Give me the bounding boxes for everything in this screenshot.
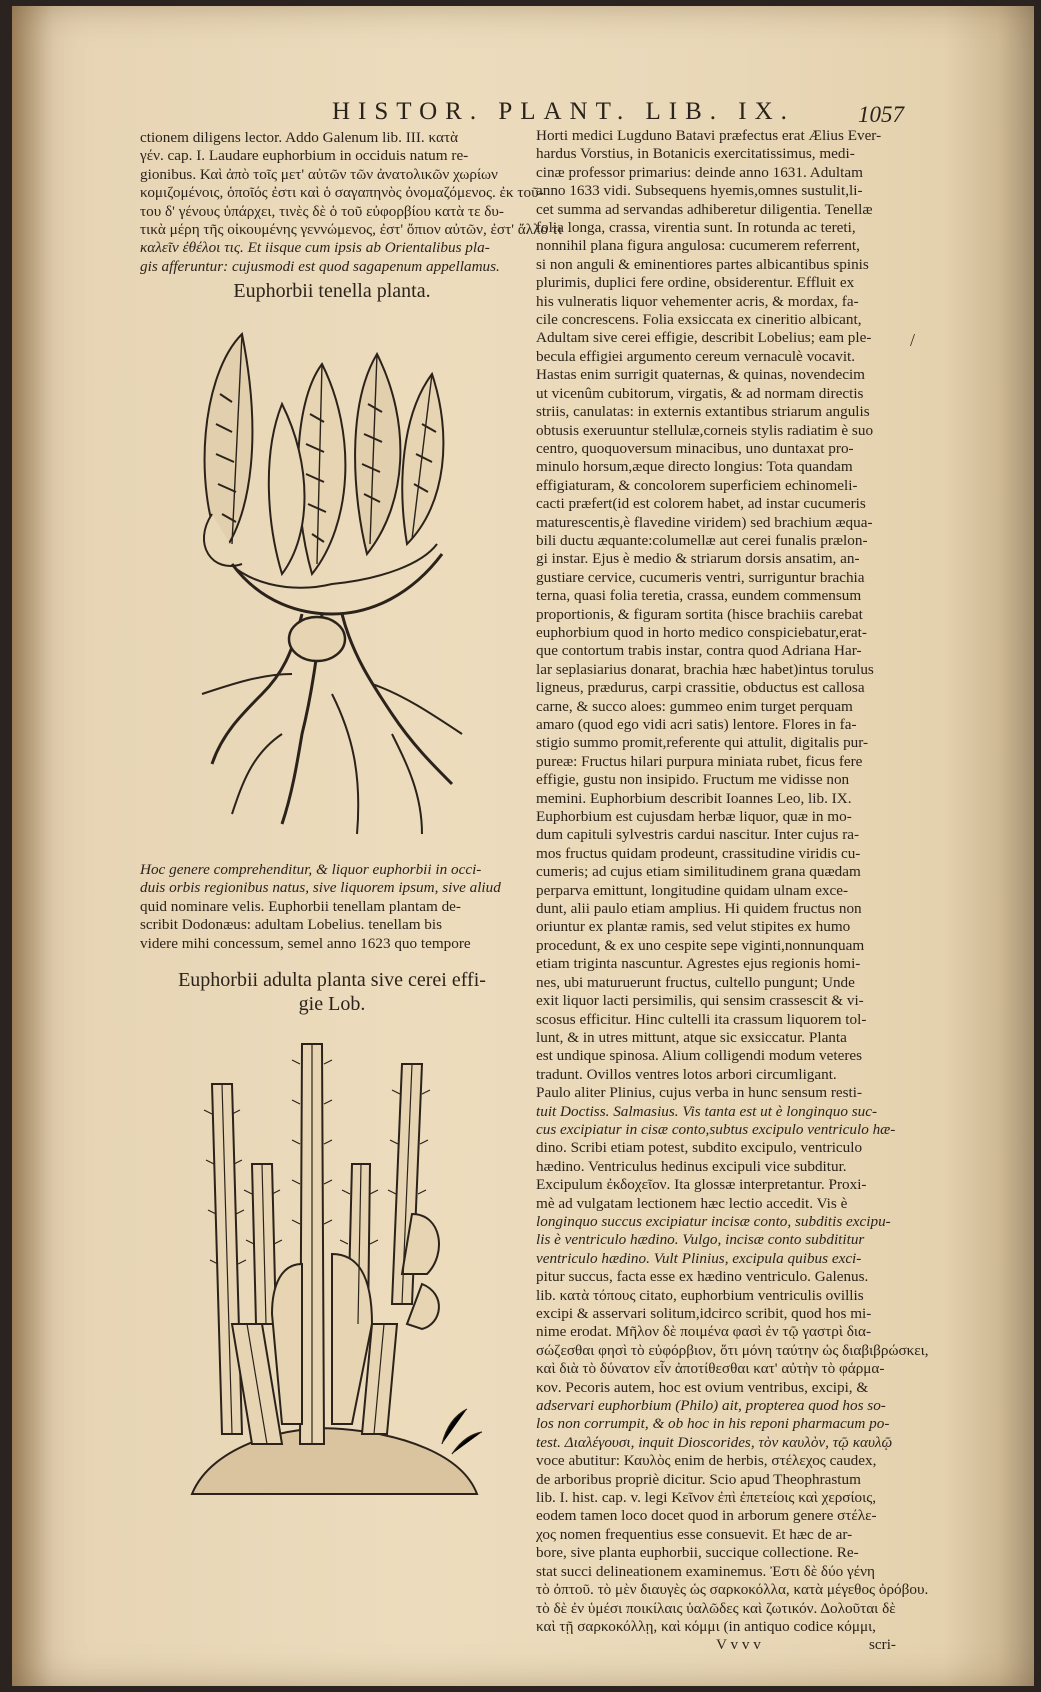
text-line: dino. Scribi etiam potest, subdito excipulo, ventriculo bbox=[536, 1139, 863, 1157]
text-line: que contortum trabis instar, contra quod Adriana Har- bbox=[536, 642, 862, 660]
text-line: Adultam sive cerei effigie, describit Lobelius; eam ple- bbox=[536, 329, 872, 347]
text-line: Hastas enim surrigit quaternas, & quinas, novendecim bbox=[536, 366, 865, 384]
woodcut-adult-cereus-euphorbia-illustration bbox=[172, 1024, 492, 1496]
text-line: bore, sive planta euphorbii, succique collectione. Re- bbox=[536, 1544, 859, 1562]
text-line: perparva emittunt, longitudine quidam ulnam exce- bbox=[536, 881, 849, 899]
text-line: effigiaturam, & concolorem superficiem echinomeli- bbox=[536, 476, 858, 494]
text-line: amaro (quod ego vidi acri satis) lentore. Flores in fa- bbox=[536, 716, 857, 733]
text-line: mè ad vulgatam lectionem hæc lectio accedit. Vis è bbox=[536, 1194, 848, 1212]
text-line: cus excipiatur in cisæ conto,subtus excipulo ventriculo hæ- bbox=[536, 1120, 896, 1138]
text-line: adservari euphorbium (Philo) ait, propterea quod hos so- bbox=[536, 1397, 886, 1415]
woodcut-young-euphorbia-illustration bbox=[182, 314, 482, 854]
text-line: striis, canulatas: in externis extantibus striarum angulis bbox=[536, 403, 870, 421]
text-line: σώζεσθαι φησὶ τὸ εὐφόρβιον, ὅτι μόνη ταύτην ὡς διαβιβρώσκει, bbox=[536, 1341, 929, 1359]
text-line: ctionem diligens lector. Addo Galenum lib. III. κατὰ bbox=[140, 129, 459, 146]
text-line: scribit Dodonæus: adultam Lobelius. tenellam bis bbox=[140, 916, 443, 934]
right-column-text bbox=[536, 127, 929, 1655]
text-line: dunt, alii paulo etiam amplius. Hi quidem fructus non bbox=[536, 900, 862, 918]
text-line: memini. Euphorbium describit Ioannes Leo, lib. IX. bbox=[536, 789, 852, 807]
text-line: etiam triginta nascuntur. Agrestes ejus regionis homi- bbox=[536, 955, 861, 973]
text-line: anno 1633 vidi. Subsequens hyemis,omnes sustulit,li- bbox=[536, 182, 863, 200]
text-line: maturescentis,è flavedine viridem) sed brachium æqua- bbox=[536, 513, 873, 531]
figure-caption-tenella: Euphorbii tenella planta. bbox=[233, 280, 431, 302]
text-line: cet summa ad servandas adhiberetur diligentia. Tenellæ bbox=[536, 200, 873, 218]
text-line: cacti præfert(id est colorem habet, ad instar cucumeris bbox=[536, 495, 866, 513]
text-line: stat succi delineationem examinemus. Ἐστι δὲ δύο γένη bbox=[536, 1562, 875, 1580]
text-line: stigio summo promit,referente qui attulit, digitalis pur- bbox=[536, 734, 869, 752]
text-line: hædino. Ventriculus hedinus excipuli vice subditur. bbox=[536, 1157, 847, 1175]
text-line: test. Διαλέγουσι, inquit Dioscorides, τὸν καυλὸν, τῷ καυλῷ bbox=[536, 1433, 893, 1451]
text-line: becula effigiei argumento cereum vernaculè vocavit. bbox=[536, 347, 856, 365]
text-line: procedunt, & ex uno cespite sepe viginti,nonnunquam bbox=[536, 936, 865, 954]
margin-pen-mark: / bbox=[910, 330, 916, 350]
text-line: nime erodat. Μῆλον δὲ ποιμένα φασὶ ἐν τῷ γαστρὶ δια- bbox=[536, 1323, 872, 1341]
text-line: του δ' γένους ὑπάρχει, τινὲς δὲ ὁ τοῦ εὐφορβίου κατὰ τε δυ- bbox=[140, 202, 504, 220]
text-line: γέν. cap. I. Laudare euphorbium in occiduis natum re- bbox=[140, 147, 469, 165]
signature-line bbox=[536, 1636, 900, 1654]
page-edge-shadow bbox=[944, 6, 1034, 1686]
text-line: τικὰ μέρη τῆς οἰκουμένης γεννώμενος, ἐστ' ὄπιον αὐτῶν, ἐστ' ἄλλο τι bbox=[140, 221, 563, 239]
book-page bbox=[12, 6, 1034, 1686]
text-line: exit liquor lacti persimilis, qui sensim crassescit & vi- bbox=[536, 992, 864, 1010]
text-line: καὶ διὰ τὸ δύνατον εἶν ἀποτίθεσθαι κατ' αὐτὴν τὸ φάρμα- bbox=[536, 1360, 885, 1378]
text-line: χος nomen frequentius esse consuevit. Et hæc de ar- bbox=[536, 1525, 853, 1543]
text-line: Excipulum ἐκδοχεῖον. Ita glossæ interpretantur. Proxi- bbox=[536, 1176, 867, 1194]
text-line: folia longa, crassa, virentia sunt. In rotunda ac tereti, bbox=[536, 219, 856, 237]
text-line: plurimis, duplici fere ordine, obsiderentur. Effluit ex bbox=[536, 274, 855, 292]
text-line: bili ductu æquante:columellæ aut cerei funalis prælon- bbox=[536, 531, 868, 549]
text-line: nonnihil plana figura angulosa: cucumerem referrent, bbox=[536, 237, 860, 255]
text-line: lar seplasiarius donarat, brachia hæc habet)intus torulus bbox=[536, 660, 874, 678]
text-line: de arboribus propriè dicitur. Scio apud Theophrastum bbox=[536, 1470, 861, 1488]
text-line: lib. I. hist. cap. v. legi Κεῖνον ἐπὶ ἐπετείοις καὶ χερσίοις, bbox=[536, 1489, 877, 1507]
text-line: terna, quasi folia teretia, crassa, eundem commensum bbox=[536, 587, 862, 605]
text-line: κον. Pecoris autem, hoc est ovium ventribus, excipi, & bbox=[536, 1378, 869, 1396]
text-line: τὸ ὀπτοῦ. τὸ μὲν διαυγὲς ὡς σαρκοκόλλα, κατὰ μέγεθος ὀρόβου. bbox=[536, 1581, 929, 1599]
text-line: gionibus. Καὶ ἀπὸ τοῖς μετ' αὐτῶν τῶν ἀνατολικῶν χωρίων bbox=[140, 165, 498, 183]
text-line: κομιζομένοις, ὁποῖός ἐστι καὶ ὁ σαγαπηνὸς ὀνομαζόμενος. ἐκ τοῦ- bbox=[140, 184, 544, 202]
text-line: voce abutitur: Καυλὸς enim de herbis, στέλεχος caudex, bbox=[536, 1452, 877, 1470]
text-line: effigie, gustu non insipido. Fructum me vidisse non bbox=[536, 771, 850, 789]
text-line: his vulneratis liquor vehementer acris, & mordax, fa- bbox=[536, 292, 859, 310]
text-line: hardus Vorstius, in Botanicis exercitatissimus, medi- bbox=[536, 145, 855, 163]
text-line: Paulo aliter Plinius, cujus verba in hunc sensum resti- bbox=[536, 1084, 863, 1102]
text-line: carne, & succo aloes: gummeo enim turget perquam bbox=[536, 697, 853, 715]
text-line: los non corrumpit, & ob hoc in his reponi pharmacum po- bbox=[536, 1415, 890, 1433]
text-line: gi instar. Ejus è medio & striarum dorsis ansatim, an- bbox=[536, 550, 860, 568]
text-line: gis afferuntur: cujusmodi est quod sagapenum appellamus. bbox=[140, 257, 500, 275]
text-line: euphorbium quod in horto medico conspiciebatur,erat- bbox=[536, 623, 867, 641]
text-line: ut vicenûm cubitorum, virgatis, & ad normam directis bbox=[536, 384, 864, 402]
text-line: cile concrescens. Folia exsiccata ex cineritio albicant, bbox=[536, 311, 862, 329]
text-line: ventriculo hædino. Vult Plinius, excipula quibus exci- bbox=[536, 1249, 862, 1267]
text-line: longinquo succus excipiatur incisæ conto, subditis excipu- bbox=[536, 1212, 891, 1230]
text-line: nes, ubi maturuerunt fructus, cultello pungunt; Unde bbox=[536, 973, 855, 991]
text-line: duis orbis regionibus natus, sive liquorem ipsum, sive aliud bbox=[140, 879, 501, 897]
text-line: lunt, & in utres mittunt, atque sic exsiccatur. Planta bbox=[536, 1028, 847, 1046]
text-line: lib. κατὰ τόπους citato, euphorbium ventriculis ovillis bbox=[536, 1286, 864, 1304]
text-line: si non anguli & eminentiores partes albicantibus spinis bbox=[536, 255, 869, 273]
text-line: tuit Doctiss. Salmasius. Vis tanta est ut è longinquo suc- bbox=[536, 1102, 878, 1120]
text-line: τὸ δὲ ἐν ὑμέσι ποικίλαις ὑαλῶδες καὶ ζωτικόν. Δολοῦται δὲ bbox=[536, 1599, 896, 1617]
text-line: tradunt. Ovillos ventres lotos arbori circumligant. bbox=[536, 1065, 837, 1083]
text-line: oriuntur ex plantæ ramis, sed velut stipites ex humo bbox=[536, 918, 851, 936]
text-line: est undique spinosa. Alium colligendi modum veteres bbox=[536, 1047, 863, 1065]
text-line: Horti medici Lugduno Batavi præfectus erat Ælius Ever- bbox=[536, 127, 882, 144]
text-line: scosus efficitur. Hinc cultelli ita crassum liquorem tol- bbox=[536, 1010, 867, 1028]
text-line: cinæ professor primarius: deinde anno 1631. Adultam bbox=[536, 163, 863, 181]
text-line: videre mihi concessum, semel anno 1623 quo tempore bbox=[140, 934, 471, 952]
text-line: pitur succus, facta esse ex hædino ventriculo. Galenus. bbox=[536, 1268, 869, 1286]
text-line: Euphorbium est cujusdam herbæ liquor, quæ in mo- bbox=[536, 808, 852, 826]
text-line: dum capituli sylvestris cardui nascitur. Inter cujus ra- bbox=[536, 826, 860, 844]
page-number: 1057 bbox=[858, 102, 904, 127]
text-line: minulo horsum,æque directo longius: Tota quandam bbox=[536, 458, 853, 476]
text-line: quid nominare velis. Euphorbii tenellam plantam de- bbox=[140, 897, 461, 915]
text-line: pureæ: Fructus hilari purpura miniata rubet, ficus fere bbox=[536, 752, 863, 770]
catchword: scri- bbox=[869, 1636, 896, 1654]
text-line: lis è ventriculo hædino. Vulgo, incisæ conto subdititur bbox=[536, 1231, 865, 1249]
text-line: gustiare cervice, cucumeris ventri, surriguntur brachia bbox=[536, 568, 865, 586]
text-line: cumeris; ad cujus etiam similitudinem grana quædam bbox=[536, 863, 861, 881]
left-column-top-text bbox=[140, 129, 563, 276]
text-line: excipi & asservari solitum,idcirco scribit, quod hos mi- bbox=[536, 1305, 872, 1322]
text-line: obtusis exeruuntur stellulæ,corneis stylis radiatim è suo bbox=[536, 421, 874, 439]
text-line: Hoc genere comprehenditur, & liquor euphorbii in occi- bbox=[140, 861, 482, 878]
text-line: καὶ τῇ σαρκοκόλλῃ, καὶ κόμμι (in antiquo codice κόμμι, bbox=[536, 1617, 876, 1635]
text-line: proportionis, & figuram sortita (hisce brachiis carebat bbox=[536, 605, 863, 623]
running-head: HISTOR. PLANT. LIB. IX. bbox=[332, 98, 795, 125]
text-line: eodem tamen loco docet quod in arborum genere στέλε- bbox=[536, 1507, 877, 1525]
figure-caption-adulta: Euphorbii adulta planta sive cerei effi- gie Lob. bbox=[178, 969, 486, 1015]
left-column-middle-text bbox=[140, 861, 512, 953]
text-line: ligneus, prædurus, carpi crassitie, obductus est callosa bbox=[536, 679, 865, 697]
text-line: centro, quoquoversum minacibus, uno duntaxat pro- bbox=[536, 439, 854, 457]
text-line: καλεῖν ἐθέλοι τις. Et iisque cum ipsis ab Orientalibus pla- bbox=[140, 239, 490, 257]
text-line: mos fructus quidam prodeunt, crassitudine viridis cu- bbox=[536, 844, 861, 862]
signature-mark: V v v v bbox=[716, 1636, 761, 1654]
